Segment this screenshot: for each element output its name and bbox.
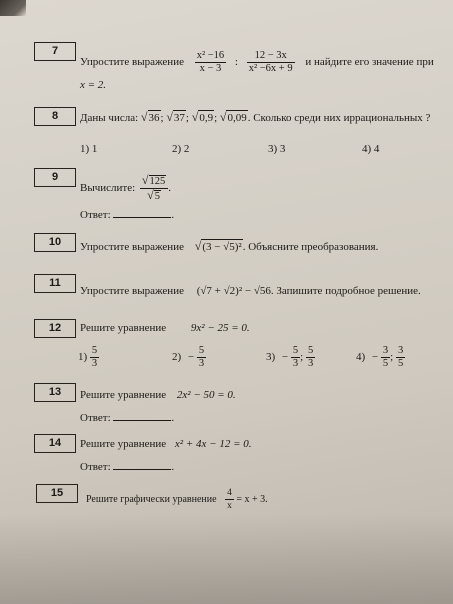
- task-text: = x + 3.: [236, 493, 268, 505]
- answer-line: Ответ: .: [80, 461, 175, 473]
- task-12-line1: [80, 321, 250, 335]
- task-text: Даны числа:: [80, 112, 139, 124]
- fraction: $\frac{√125}{√5}$: [140, 174, 168, 203]
- task-number-box: 9: [34, 168, 76, 187]
- task-11-line1: [80, 284, 421, 298]
- task-text: Упростите выражение: [80, 285, 184, 297]
- task-7-line1: [80, 50, 434, 75]
- answer-option-4: 4) 4: [362, 143, 380, 155]
- equation: 2x² − 50 = 0.: [176, 389, 236, 401]
- answer-label: Ответ:: [80, 412, 111, 424]
- sqrt-0-9: √0,9: [191, 110, 214, 124]
- task-text: Упростите выражение: [80, 241, 184, 253]
- answer-option-3: 3) 3: [268, 143, 286, 155]
- answer-option-2: 2) − $\frac{5}{3}$: [172, 345, 205, 369]
- task-text: Вычислите:: [80, 182, 136, 195]
- numerator: 125: [149, 176, 166, 187]
- task-text: Решите уравнение: [80, 389, 167, 401]
- task-number-box: 15: [36, 484, 78, 503]
- fraction: $\frac{5}{3}$: [198, 345, 205, 369]
- answer-option-1: 1) $\frac{5}{3}$: [78, 345, 98, 369]
- task-text: и найдите его значение при: [305, 56, 434, 69]
- task-text: . Запишите подробное решение.: [270, 285, 421, 297]
- task-number-box: 8: [34, 107, 76, 126]
- answer-line: Ответ: .: [80, 209, 175, 221]
- task-14-line1: [80, 437, 252, 451]
- equation: x² + 4x − 12 = 0.: [174, 438, 252, 450]
- fraction: $\frac{3}{5}$: [397, 345, 404, 369]
- task-number-box: 7: [34, 42, 76, 61]
- answer-blank: [113, 217, 171, 218]
- task-13-line1: [80, 388, 236, 402]
- page-shadow: [0, 514, 453, 604]
- colon: :: [234, 56, 238, 69]
- sqrt-0-09: √0,09: [219, 110, 247, 124]
- equation: 9x² − 25 = 0.: [190, 322, 250, 334]
- task-15-line1: [86, 487, 268, 512]
- task-text: . Объясните преобразования.: [242, 241, 379, 253]
- sqrt-37: √37: [166, 110, 185, 124]
- sqrt-36: √36: [140, 110, 160, 124]
- task-text: Решите графически уравнение: [86, 493, 217, 505]
- answer-option-3: 3) − $\frac{5}{3}$ ; $\frac{5}{3}$: [266, 345, 314, 369]
- fraction: $\frac{5}{3}$: [307, 345, 314, 369]
- task-number-box: 11: [34, 274, 76, 293]
- math-expression: (√7 + √2)² − √56: [196, 285, 271, 297]
- fraction: [247, 50, 295, 75]
- answer-label: Ответ:: [80, 209, 111, 221]
- task-text: Решите уравнение: [80, 322, 167, 334]
- task-8-line1: Даны числа: √36; √37; √0,9; √0,09. Сколько среди них иррациональных ?: [80, 110, 431, 124]
- task-7-line2: x = 2.: [80, 79, 107, 91]
- denominator: x² −6x + 9: [248, 63, 293, 74]
- answer-blank: [113, 469, 171, 470]
- denominator: 5: [154, 191, 160, 202]
- task-text: Решите уравнение: [80, 438, 167, 450]
- fraction: $\frac{4}{x}$: [227, 488, 232, 511]
- denominator: x − 3: [199, 63, 222, 74]
- fraction: $\frac{3}{5}$: [382, 345, 389, 369]
- task-number-box: 13: [34, 383, 76, 402]
- task-number-box: 10: [34, 233, 76, 252]
- answer-option-2: 2) 2: [172, 143, 190, 155]
- background-corner: [0, 0, 26, 16]
- task-number-box: 12: [34, 319, 76, 338]
- answer-option-4: 4) − $\frac{3}{5}$ ; $\frac{3}{5}$: [356, 345, 404, 369]
- fraction: $\frac{5}{3}$: [292, 345, 299, 369]
- answer-blank: [113, 420, 171, 421]
- answer-option-1: 1) 1: [80, 143, 98, 155]
- sqrt-expression: √(3 − √5)²: [194, 239, 242, 253]
- numerator: 12 − 3x: [247, 50, 295, 63]
- task-text: . Сколько среди них иррациональных ?: [247, 112, 431, 124]
- task-number-box: 14: [34, 434, 76, 453]
- fraction: [195, 50, 226, 75]
- answer-line: Ответ: .: [80, 412, 175, 424]
- task-9-line1: Вычислите: $\frac{√125}{√5}$ .: [80, 173, 171, 202]
- answer-label: Ответ:: [80, 461, 111, 473]
- task-10-line1: [80, 239, 378, 254]
- fraction: $\frac{5}{3}$: [91, 345, 98, 369]
- task-text: Упростите выражение: [80, 56, 184, 69]
- numerator: x² −16: [196, 50, 225, 61]
